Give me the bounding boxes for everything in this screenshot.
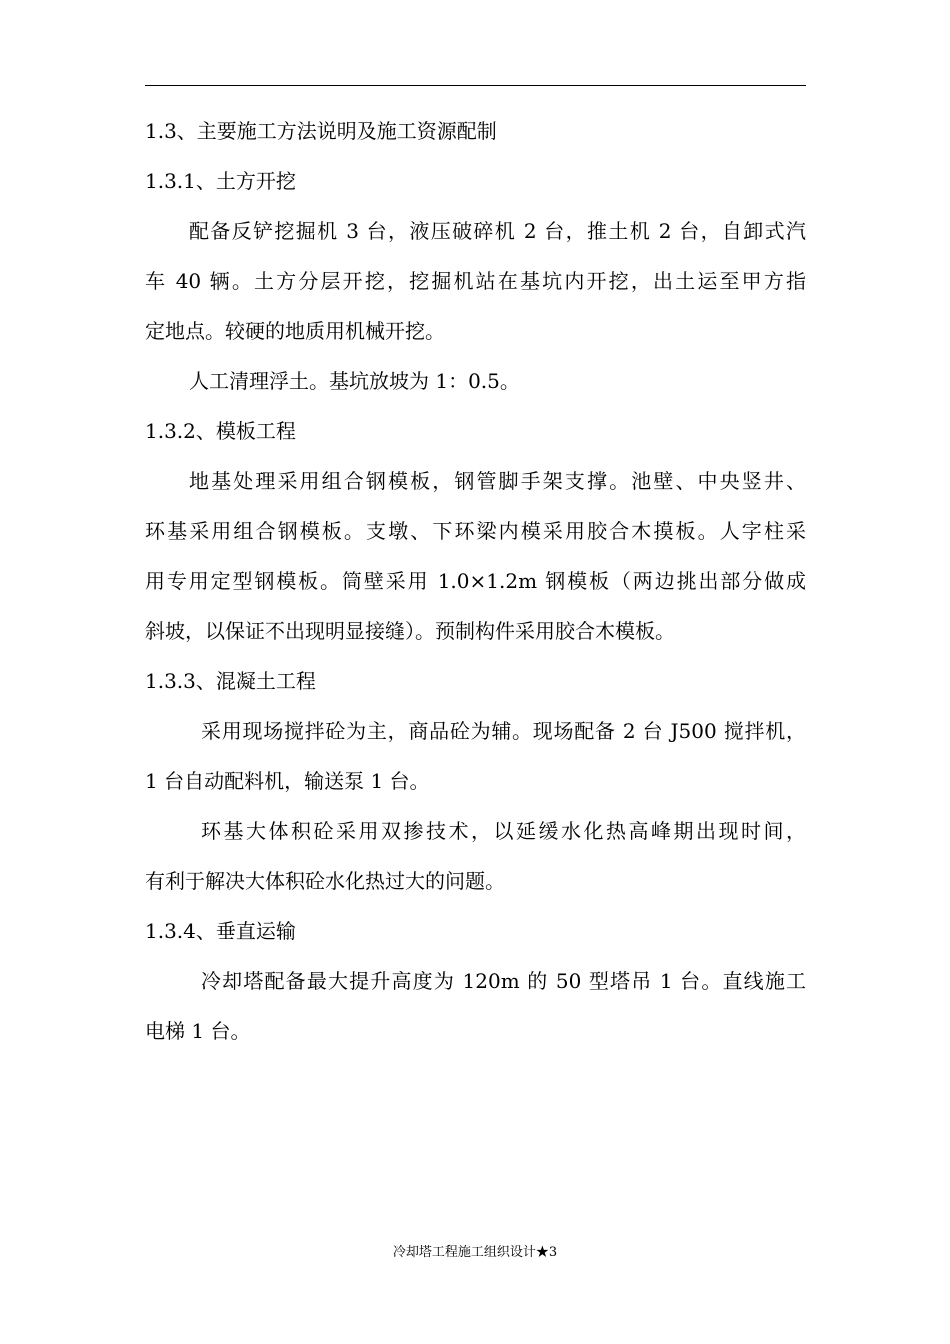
paragraph-line: 环基大体积砼采用双掺技术，以延缓水化热高峰期出现时间， <box>201 819 806 843</box>
paragraph-line: 用专用定型钢模板。筒壁采用 1.0×1.2m 钢模板（两边挑出部分做成 <box>145 569 806 593</box>
page-footer: 冷却塔工程施工组织设计★3 <box>392 1245 558 1260</box>
paragraph-line: 车 40 辆。土方分层开挖，挖掘机站在基坑内开挖，出土运至甲方指 <box>145 269 806 293</box>
paragraph-line: 人工清理浮土。基坑放坡为 1：0.5。 <box>189 369 520 393</box>
paragraph-line: 电梯 1 台。 <box>145 1019 251 1043</box>
paragraph-line: 有利于解决大体积砼水化热过大的问题。 <box>145 869 505 893</box>
section-heading: 1.3.1、土方开挖 <box>145 169 296 193</box>
paragraph-line: 采用现场搅拌砼为主，商品砼为辅。现场配备 2 台 J500 搅拌机， <box>201 719 806 743</box>
paragraph-line: 斜坡，以保证不出现明显接缝）。预制构件采用胶合木模板。 <box>145 619 675 643</box>
paragraph-line: 冷却塔配备最大提升高度为 120m 的 50 型塔吊 1 台。直线施工 <box>201 969 806 993</box>
paragraph-line: 配备反铲挖掘机 3 台，液压破碎机 2 台，推土机 2 台，自卸式汽 <box>189 219 806 243</box>
section-heading: 1.3、主要施工方法说明及施工资源配制 <box>145 119 497 143</box>
paragraph-line: 定地点。较硬的地质用机械开挖。 <box>145 319 445 343</box>
section-heading: 1.3.2、模板工程 <box>145 419 296 443</box>
document-body <box>145 106 806 1056</box>
section-heading: 1.3.3、混凝土工程 <box>145 669 316 693</box>
section-heading: 1.3.4、垂直运输 <box>145 919 296 943</box>
header-rule <box>145 85 806 86</box>
paragraph-line: 环基采用组合钢模板。支墩、下环梁内模采用胶合木摸板。人字柱采 <box>145 519 806 543</box>
paragraph-line: 地基处理采用组合钢模板，钢管脚手架支撑。池壁、中央竖井、 <box>189 469 806 493</box>
paragraph-line: 1 台自动配料机，输送泵 1 台。 <box>145 769 430 793</box>
